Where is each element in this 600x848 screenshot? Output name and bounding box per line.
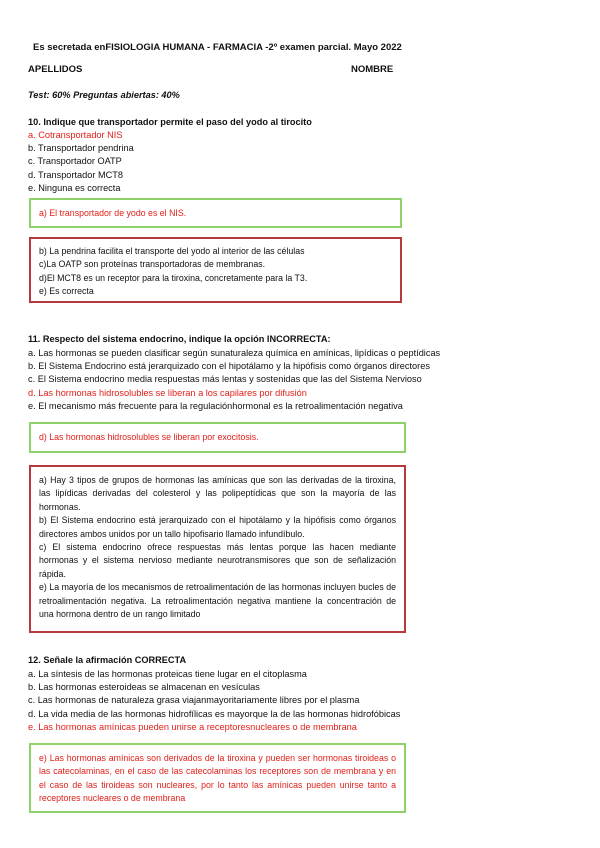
q10-option-d: d. Transportador MCT8 xyxy=(28,169,123,180)
q10-explanation-c: c)La OATP son proteínas transportadoras de membranas. xyxy=(39,259,266,270)
apellidos-label: APELLIDOS xyxy=(28,64,83,75)
q11-options xyxy=(28,347,440,413)
q11-answer: d) Las hormonas hidrosolubles se liberan por exocitosis. xyxy=(39,432,259,442)
q10-option-b: b. Transportador pendrina xyxy=(28,143,134,154)
nombre-label: NOMBRE xyxy=(351,64,394,75)
q10-options xyxy=(28,129,134,195)
q11-question: 11. Respecto del sistema endocrino, indique la opción INCORRECTA: xyxy=(28,334,331,344)
q11-explanation-e: e) La mayoría de los mecanismos de retroalimentación de las hormonas incluyen bucles de retroalimentación negativa. La retroalimentación negativa mantiene la concentración de una hormona dentro de un rango limitado xyxy=(39,582,396,620)
q10-explanation-b: b) La pendrina facilita el transporte del yodo al interior de las células xyxy=(39,246,305,256)
q12-option-e: e. Las hormonas amínicas pueden unirse a receptoresnucleares o de membrana xyxy=(28,721,357,732)
q11-option-c: c. El Sistema endocrino media respuestas más lentas y sostenidas que las del Sistema Nervioso xyxy=(28,374,422,385)
q11-option-b: b. El Sistema Endocrino está jerarquizado con el hipotálamo y la hipófisis como órganos directores xyxy=(28,361,430,372)
q12-option-a: a. La síntesis de las hormonas proteicas tiene lugar en el citoplasma xyxy=(28,669,307,679)
q10-explanation-d: d)El MCT8 es un receptor para la tiroxina, concretamente para la T3. xyxy=(39,272,308,283)
q12-option-d: d. La vida media de las hormonas hidrofílicas es mayorque la de las hormonas hidrofóbicas xyxy=(28,708,401,719)
exam-title: Es secretada enFISIOLOGIA HUMANA - FARMACIA -2º examen parcial. Mayo 2022 xyxy=(33,42,402,53)
q11-explanation-a: a) Hay 3 tipos de grupos de hormonas las amínicas que son las derivadas de la tiroxina, las lipídicas derivadas del colesterol y las polipeptídicas que son la mayoría de las hormonas. xyxy=(39,475,396,512)
test-weighting: Test: 60% Preguntas abiertas: 40% xyxy=(28,90,180,100)
q11-explanation-b: b) El Sistema endocrino está jerarquizado con el hipotálamo y la hipófisis como órganos directores ambos unidos por un tallo hipofisario llamado infundíbulo. xyxy=(39,515,396,539)
q10-option-a: a. Cotransportador NIS xyxy=(28,130,123,140)
q10-explanation-box xyxy=(29,237,402,303)
q10-answer-box xyxy=(29,198,402,228)
q10-option-c: c. Transportador OATP xyxy=(28,156,122,167)
q10-explanation-e: e) Es correcta xyxy=(39,286,94,297)
q11-answer-box xyxy=(29,422,406,453)
q11-explanation-box xyxy=(29,465,406,633)
q10-question: 10. Indique que transportador permite el paso del yodo al tirocito xyxy=(28,117,312,127)
q11-option-e: e. El mecanismo más frecuente para la regulaciónhormonal es la retroalimentación negativa xyxy=(28,400,403,411)
q11-explanation-c: c) El sistema endocrino ofrece respuestas más lentas porque las hacen mediante hormonas y el sistema nervioso mediante neurotransmisores que son de señalización rápida. xyxy=(39,542,396,579)
q11-option-d: d. Las hormonas hidrosolubles se liberan a los capilares por difusión xyxy=(28,387,307,398)
q12-answer-box xyxy=(29,743,406,813)
q12-options xyxy=(28,668,400,734)
q10-option-e: e. Ninguna es correcta xyxy=(28,182,121,193)
q10-answer: a) El transportador de yodo es el NIS. xyxy=(39,208,187,218)
q12-option-b: b. Las hormonas esteroideas se almacenan en vesículas xyxy=(28,682,260,693)
q11-option-a: a. Las hormonas se pueden clasificar según sunaturaleza química en amínicas, lipídicas o peptídicas xyxy=(28,348,441,358)
q12-question: 12. Señale la afirmación CORRECTA xyxy=(28,655,187,665)
q12-answer: e) Las hormonas amínicas son derivados de la tiroxina y pueden ser hormonas tiroideas o las catecolaminas, en el caso de las catecolaminas los receptores son de membrana y en el caso de las tiroideas son nucleares, por lo tanto las amínicas pueden unirse tanto a receptores nucleares o de membrana xyxy=(39,753,396,804)
q12-option-c: c. Las hormonas de naturaleza grasa viajanmayoritariamente libres por el plasma xyxy=(28,695,360,706)
